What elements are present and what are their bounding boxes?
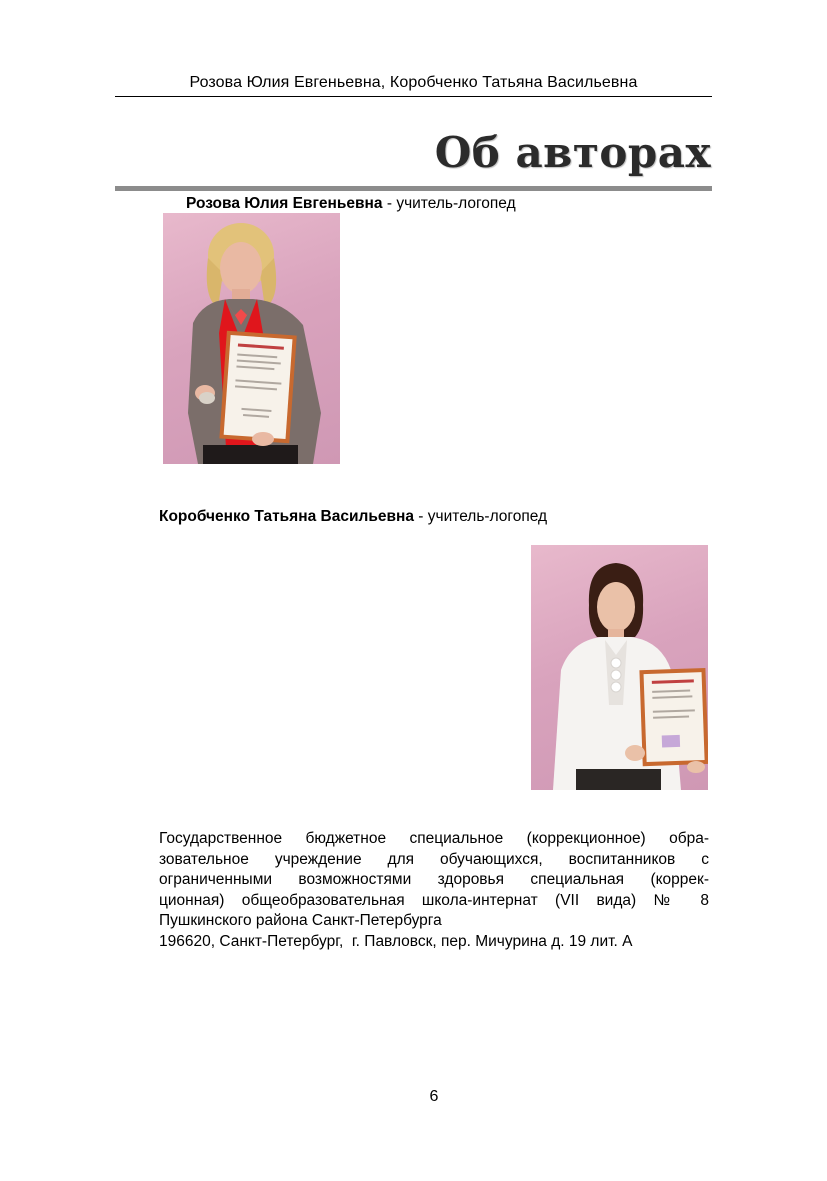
author-separator-2: - [414,508,428,525]
institution-line-3: ограниченными возможностями здоровья специальная (коррек- [159,871,709,888]
author-name-2-part: Коробченко Татьяна Васильевна [159,508,414,525]
institution-line-2: зовательное учреждение для обучающихся, воспитанников с [159,850,709,868]
author-photo-1 [163,213,340,464]
author-photo-2 [531,545,708,790]
institution-address: 196620, Санкт-Петербург, г. Павловск, пер. Мичурина д. 19 лит. А [159,932,633,950]
page-title: Об авторах [434,128,711,177]
portrait-photo-icon [531,545,708,790]
page-number: 6 [429,1088,439,1105]
author-line-1 [186,195,516,213]
author-name-1: Розова Юлия Евгеньевна [186,195,383,212]
header-rule [115,96,712,97]
portrait-photo-icon [163,213,340,464]
running-header: Розова Юлия Евгеньевна, Коробченко Татьяна Васильевна [189,74,638,91]
institution-district: Пушкинского района Санкт-Петербурга [159,912,442,929]
institution-line-4: ционная) общеобразовательная школа-интернат (VII вида) № 8 [159,891,709,909]
author-role-2: учитель-логопед [427,508,548,525]
institution-line-1: Государственное бюджетное специальное (коррекционное) обра- [159,830,709,847]
author-separator-1: - [382,195,397,212]
author-line-2 [159,508,547,526]
institution-info [159,829,709,952]
title-bar [115,186,712,191]
author-role-1: учитель-логопед [396,195,516,212]
